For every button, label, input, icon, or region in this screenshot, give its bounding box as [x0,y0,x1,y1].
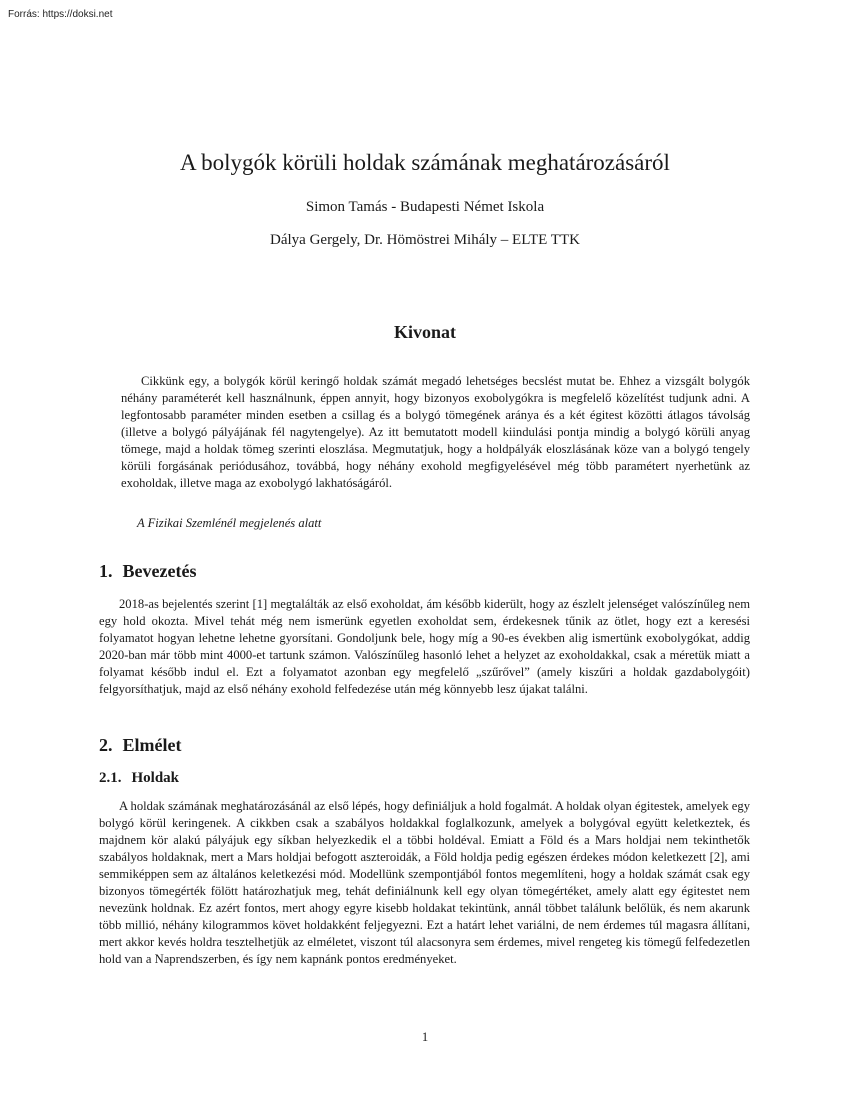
section-title: Bevezetés [122,561,197,581]
source-url: Forrás: https://doksi.net [8,9,113,20]
moons-text: A holdak számának meghatározásánál az első lépés, hogy definiáljuk a hold fogalmát. A holdak olyan égitestek, amelyek egy bolygó körül keringenek. A cikkben csak a szabályos holdakkal foglalkozunk, amelyek a bolygóval együtt keletkeztek, és majdnem kör alakú pályájuk egy síkban helyezkedik el a többi holdéval. Emiatt a Föld és a Mars holdjai nem tekinthetők szabályos holdaknak, mert a Mars holdjai befogott aszteroidák, a Föld holdja pedig egészen érdekes módon keletkezett [2], ami semmiképpen sem az általános keletkezési mód. Modellünk szempontjából fontos megemlíteni, hogy a holdak számát csak egy bizonyos tömegérték fölött határozhatjuk meg, tehát definiálnunk kell egy olyan tömegértéket, amely alatt egy égitestet nem nevezünk holdnak. Ez azért fontos, mert ahogy egyre kisebb holdakat tekintünk, annál többet találunk belőlük, és nem akarunk több millió, néhány kilogrammos követ holdakként feljegyezni. Ezt a határt lehet variálni, de nem érdemes túl magasra állítani, mert akkor kevés holdra tesztelhetjük az elméletet, viszont túl alacsonyra sem érdemes, mivel rengeteg kis tömegű felfedezetlen hold van a Naprendszerben, és így nem kapnánk pontos eredményeket. [99,799,750,966]
author-line-2: Dálya Gergely, Dr. Hömöstrei Mihály – ELTE TTK [270,232,580,248]
author-line-1: Simon Tamás - Budapesti Német Iskola [305,199,545,215]
page-title: A bolygók körüli holdak számának meghatározásáról [180,150,670,175]
subsection-title: Holdak [131,770,180,786]
introduction-text: 2018-as bejelentés szerint [1] megtalálták az első exoholdat, ám később kiderült, hogy az észlelt jelenséget valószínűleg nem egy hold okozta. Mivel tehát még nem ismerünk egyetlen exoholdat sem, érdekesnek tűnik az ötlet, hogy ezt a keresési folyamatot hogyan lehetne lehetne gyorsítani. Gondoljunk bele, hogy míg a 90-es években alig ismertünk exobolygókat, addig 2020-ban már több mint 4000-et tartunk számon. Valószínűleg hasonló lehet a helyzet az exoholdakkal, csak a méretük miatt a folyamat később indul el. Ezt a folyamatot azonban egy megfelelő „szűrővel” (amely kiszűri a holdak gazdabolygóit) felgyorsíthatjuk, majd az első néhány exohold felfedezése után még könnyebb lesz újakat találni. [99,597,750,696]
section-number: 2. [99,735,113,755]
publication-note: A Fizikai Szemlénél megjelenés alatt [137,516,322,530]
page-number: 1 [421,1030,429,1044]
section-heading-theory [99,735,181,756]
abstract-heading: Kivonat [393,322,456,342]
abstract-text: Cikkünk egy, a bolygók körül keringő holdak számát megadó lehetséges becslést mutat be. Ehhez a vizsgált bolygók néhány paraméterét kell használnunk, éppen annyit, hogy bizonyos exobolygókra is megfelelő közelítést tudjunk adni. A legfontosabb paraméter minden esetben a csillag és a bolygó tömegének aránya és a két égitest közötti átlagos távolság (illetve a bolygó pályájának fél nagytengelye). Az itt bemutatott modell kiindulási pontja mindig a bolygó körüli anyag tömege, majd a holdak tömeg szerinti eloszlása. Megmutatjuk, hogy a holdpályák eloszlásának köze van a bolygó tengely körüli forgásának periódusához, továbbá, hogy néhány exohold megfigyelésével még több paramétert nyerhetünk az exoholdak, illetve maga az exobolygó lakhatóságáról. [121,374,750,490]
section-title: Elmélet [122,735,182,755]
section-heading-introduction [99,561,196,582]
subsection-number: 2.1. [99,770,122,786]
section-number: 1. [99,561,113,581]
subsection-heading-moons [99,770,179,787]
